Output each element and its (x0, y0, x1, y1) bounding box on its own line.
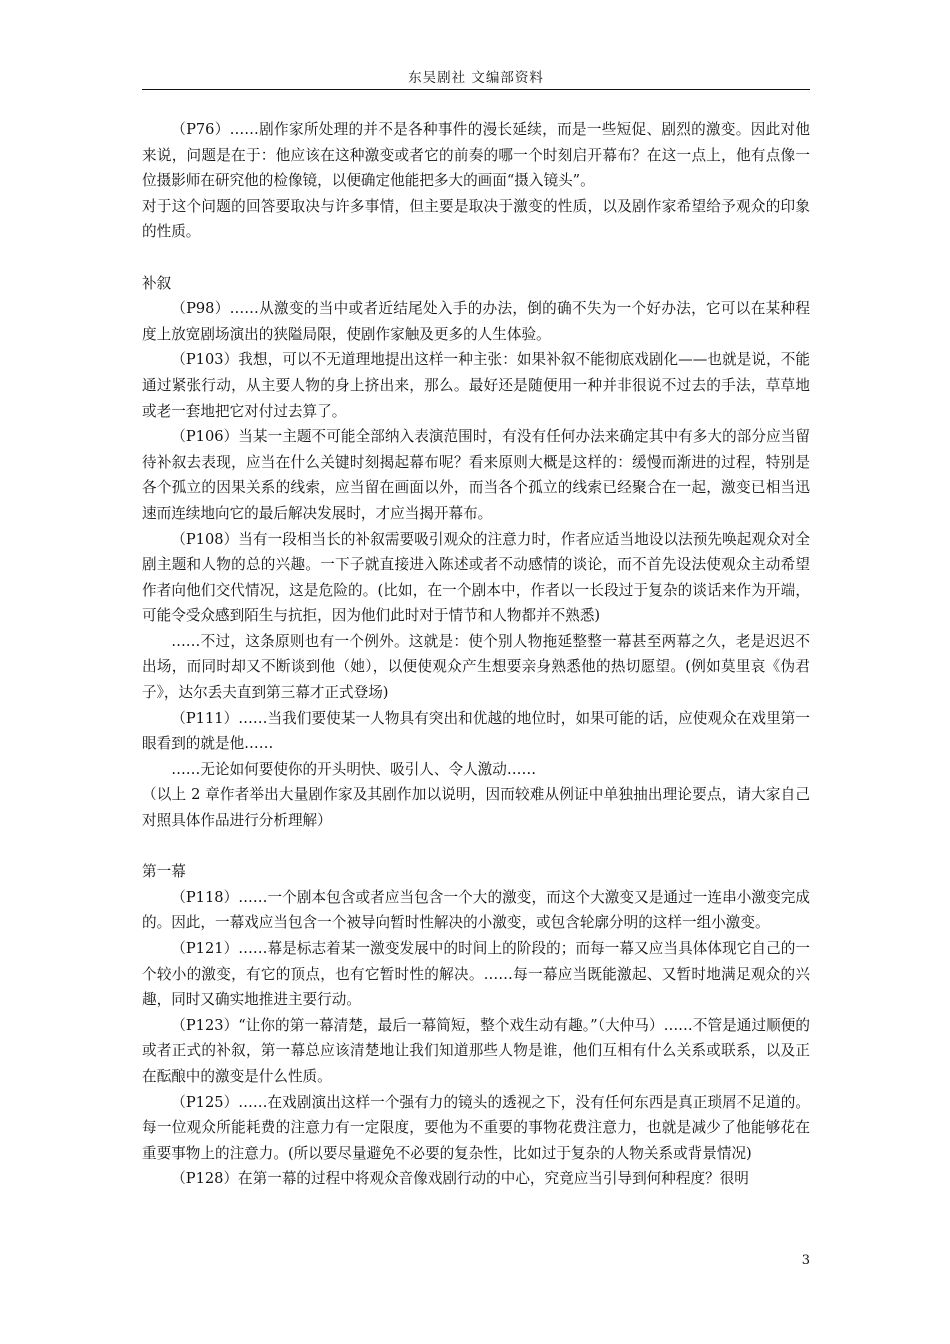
paragraph-p111: （P111）……当我们要使某一人物具有突出和优越的地位时，如果可能的话，应使观众在戏里第一眼看到的就是他…… (142, 709, 810, 753)
header-rule (142, 89, 810, 90)
paragraph-p76: （P76）……剧作家所处理的并不是各种事件的漫长延续，而是一些短促、剧烈的激变。因此对他来说，问题是在于：他应该在这种激变或者它的前奏的哪一个时刻启开幕布？在这一点上，他有点像一位摄影师在研究他的检像镜，以便确定他能把多大的画面“摄入镜头”。 (142, 121, 810, 190)
running-header: 东吴剧社 文编部资料 (408, 70, 544, 86)
section-heading-first-act: 第一幕 (142, 863, 186, 881)
paragraph-exception: ……不过，这条原则也有一个例外。这就是：使个别人物拖延整整一幕甚至两幕之久，老是迟迟不出场，而同时却又不断谈到他（她），以便使观众产生想要亲身熟悉他的热切愿望。(例如莫里哀《伪君子》，达尔丢夫直到第三幕才正式登场) (142, 632, 810, 702)
paragraph-p108: （P108）当有一段相当长的补叙需要吸引观众的注意力时，作者应适当地设以法预先唤起观众对全剧主题和人物的总的兴趣。一下子就直接进入陈述或者不动感情的谈论，而不首先设法使观众主动希望作者向他们交代情况，这是危险的。(比如，在一个剧本中，作者以一长段过于复杂的谈话来作为开端，可能令受众感到陌生与抗拒，因为他们此时对于情节和人物都并不熟悉) (142, 530, 810, 625)
paragraph-p123: （P123）“让你的第一幕清楚，最后一幕简短，整个戏生动有趣。”（大仲马）……不管是通过顺便的或者正式的补叙，第一幕总应该清楚地让我们知道那些人物是谁，他们互相有什么关系或联系，以及正在酝酿中的激变是什么性质。 (142, 1016, 810, 1085)
paragraph-p103: （P103）我想，可以不无道理地提出这样一种主张：如果补叙不能彻底戏剧化——也就是说，不能通过紧张行动，从主要人物的身上挤出来，那么。最好还是随便用一种并非很说不过去的手法，草草地或老一套地把它对付过去算了。 (142, 351, 810, 420)
spacer (142, 245, 810, 271)
paragraph-p125: （P125）……在戏剧演出这样一个强有力的镜头的透视之下，没有任何东西是真正琐屑不足道的。每一位观众所能耗费的注意力有一定限度，要他为不重要的事物花费注意力，也就是减少了他能够花在重要事物上的注意力。(所以要尽量避免不必要的复杂性，比如过于复杂的人物关系或背景情况) (142, 1093, 810, 1162)
paragraph-p118: （P118）……一个剧本包含或者应当包含一个大的激变，而这个大激变又是通过一连串小激变完成的。因此，一幕戏应当包含一个被导向暂时性解决的小激变，或包含轮廓分明的这样一组小激变。 (142, 888, 810, 932)
paragraph-p106: （P106）当某一主题不可能全部纳入表演范围时，有没有任何办法来确定其中有多大的部分应当留待补叙去表现，应当在什么关键时刻揭起幕布呢？看来原则大概是这样的：缓慢而渐进的过程，特别是各个孤立的因果关系的线索，应当留在画面以外，而当各个孤立的线索已经聚合在一起，激变已相当迅速而连续地向它的最后解决发展时，才应当揭开幕布。 (142, 428, 810, 522)
paragraph-p98: （P98）……从激变的当中或者近结尾处入手的办法，倒的确不失为一个好办法，它可以在某种程度上放宽剧场演出的狭隘局限，使剧作家触及更多的人生体验。 (142, 300, 810, 343)
paragraph-note: （以上 2 章作者举出大量剧作家及其剧作加以说明，因而较难从例证中单独抽出理论要点，请大家自己对照具体作品进行分析理解） (142, 786, 810, 830)
document-body (142, 117, 810, 1192)
paragraph-opening: ……无论如何要使你的开头明快、吸引人、令人激动…… (171, 760, 537, 778)
paragraph-p121: （P121）……幕是标志着某一激变发展中的时间上的阶段的；而每一幕又应当具体体现它自己的一个较小的激变，有它的顶点，也有它暂时性的解决。……每一幕应当既能激起、又暂时地满足观众的兴趣，同时又确实地推进主要行动。 (142, 940, 810, 1009)
section-heading-buxu: 补叙 (142, 274, 172, 292)
spacer (142, 834, 810, 860)
paragraph-p128: （P128）在第一幕的过程中将观众音像戏剧行动的中心，究竟应当引导到何种程度？很明 (171, 1170, 749, 1188)
page-number: 3 (801, 1253, 810, 1268)
paragraph-answer: 对于这个问题的回答要取决与许多事情，但主要是取决于激变的性质，以及剧作家希望给予观众的印象的性质。 (142, 197, 810, 241)
